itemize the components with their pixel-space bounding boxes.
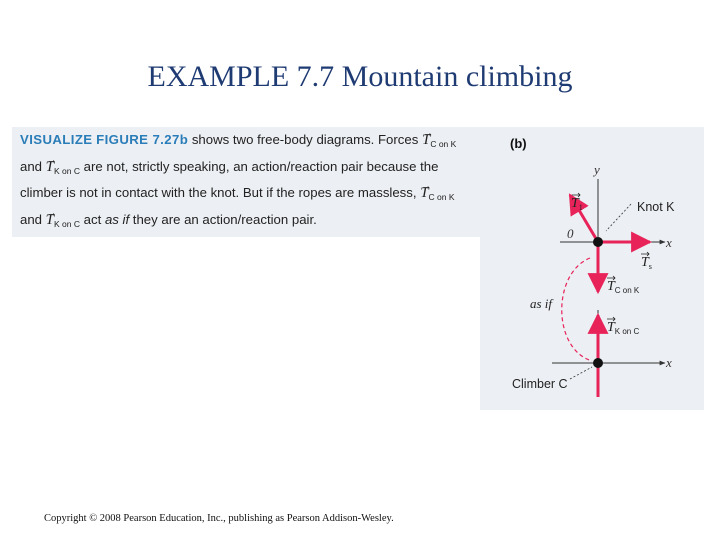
x-axis-top-label: x <box>666 235 672 250</box>
knot-label: Knot K <box>637 200 675 214</box>
t-c-on-k-label: $T_{C on K}$ <box>607 279 640 295</box>
knot-leader-line <box>606 204 631 231</box>
visualize-label: VISUALIZE <box>20 132 93 147</box>
climber-leader-line <box>570 367 592 379</box>
y-axis-label: y <box>594 162 600 177</box>
figure-reference: FIGURE 7.27b <box>96 132 189 147</box>
as-if-label: as if <box>530 296 553 311</box>
sub-k-on-c-2: K on C <box>54 218 81 229</box>
text-part-3: they are an action/reaction pair. <box>129 211 317 227</box>
text-and-2: and <box>20 211 46 227</box>
vector-t-c-on-k: → T <box>422 132 430 148</box>
sub-k-on-c: K on C <box>54 165 81 176</box>
t2-label: $T_s$ <box>641 255 652 271</box>
slide-title: EXAMPLE 7.7 Mountain climbing <box>147 60 573 93</box>
climber-dot <box>593 358 603 368</box>
panel-label: (b) <box>510 136 527 151</box>
as-if-curve <box>562 258 592 361</box>
sub-c-on-k-2: C on K <box>428 192 455 202</box>
text-part-1: shows two free-body diagrams. Forces <box>188 132 422 147</box>
free-body-diagram-svg <box>480 127 704 410</box>
t-k-on-c-label: $T_{K on C}$ <box>607 320 640 336</box>
text-act: act <box>80 211 105 227</box>
text-as-if: as if <box>104 211 130 227</box>
sub-c-on-k: C on K <box>430 139 457 149</box>
free-body-diagram-figure <box>480 127 704 410</box>
knot-dot <box>593 237 603 247</box>
text-and-1: and <box>20 158 46 174</box>
x-axis-bottom-label: x <box>666 355 672 370</box>
vector-t-k-on-c: → T <box>46 159 54 175</box>
t1-label: $T_1$ <box>571 196 583 212</box>
text-part-2: are not, strictly speaking, an action/reaction pair because the climber is not in contact with the knot. But if the ropes are massless, <box>20 158 439 200</box>
climber-label: Climber C <box>512 377 568 391</box>
origin-label: 0 <box>567 226 574 241</box>
vector-t-c-on-k-2: → T <box>420 185 428 201</box>
copyright-notice: Copyright © 2008 Pearson Education, Inc., publishing as Pearson Addison-Wesley. <box>44 513 394 524</box>
visualize-text <box>12 127 482 237</box>
vector-t-k-on-c-2: → T <box>46 212 54 228</box>
